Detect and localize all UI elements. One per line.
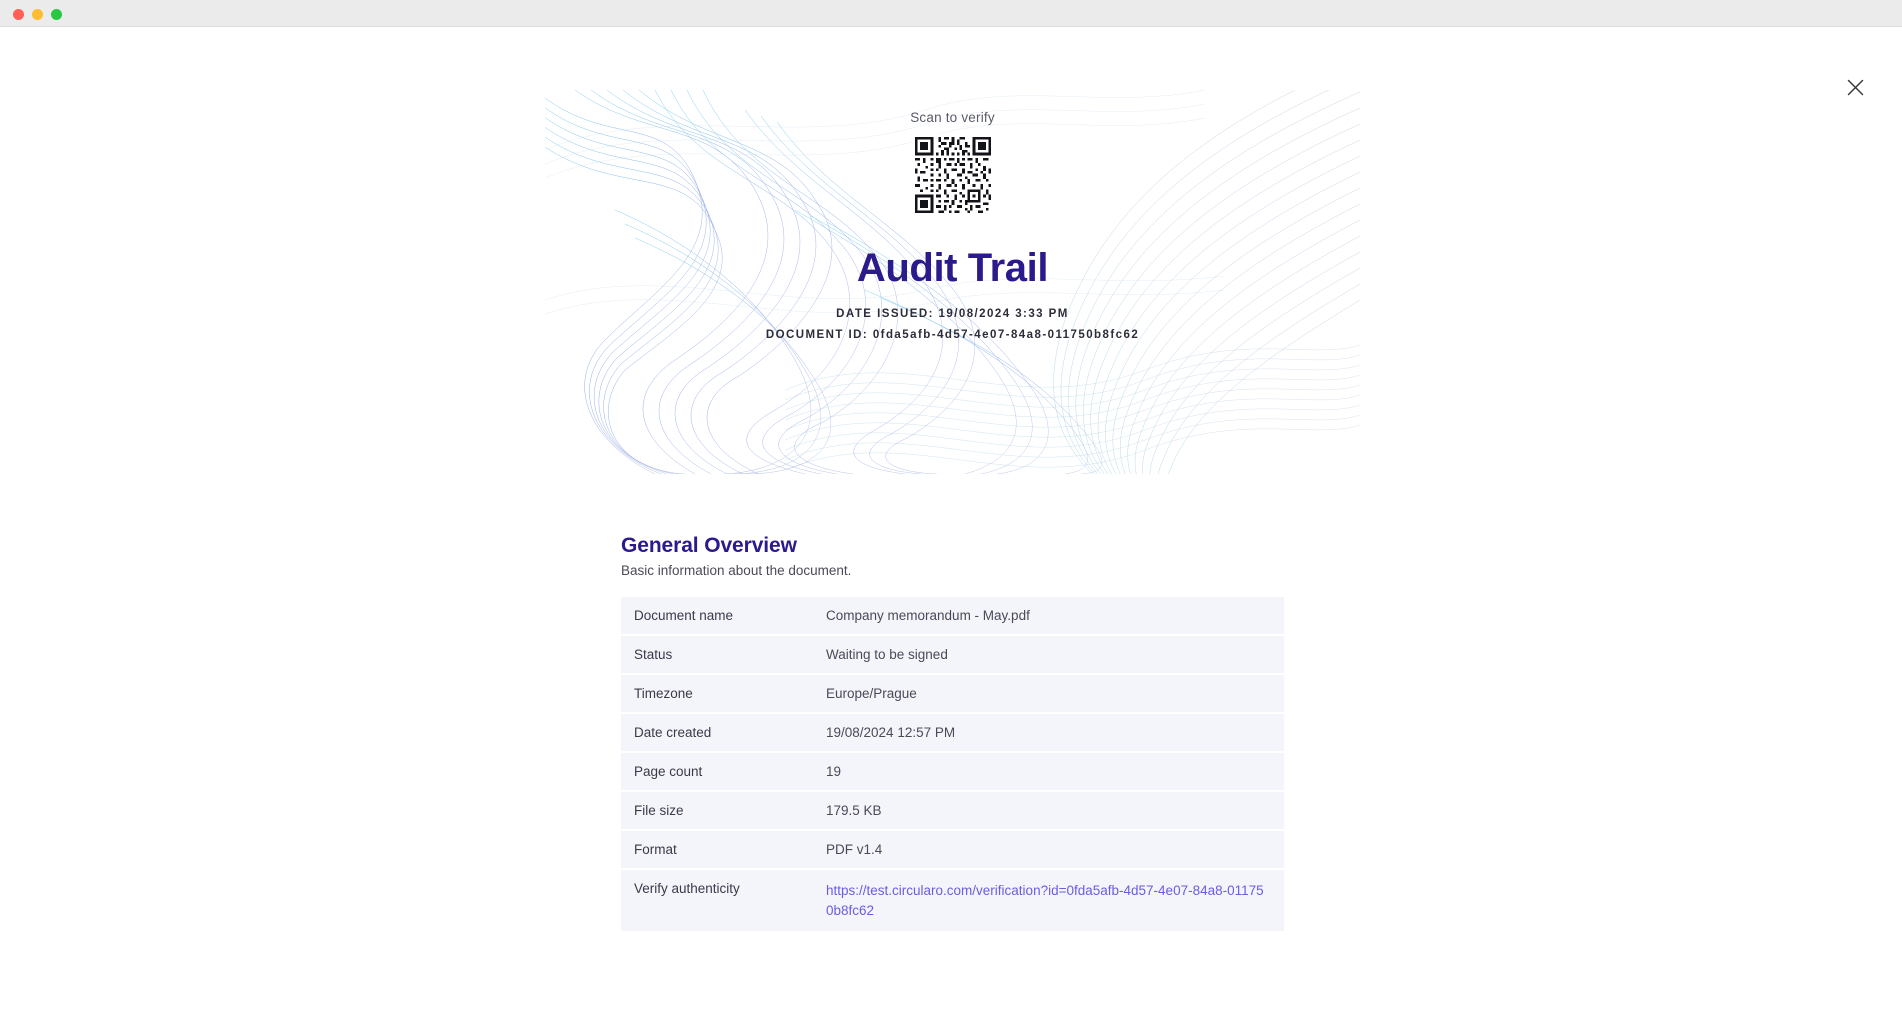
table-row xyxy=(621,635,1284,674)
row-value: Waiting to be signed xyxy=(813,635,1284,674)
table-row xyxy=(621,869,1284,932)
document-id: DOCUMENT ID: 0fda5afb-4d57-4e07-84a8-011750b8fc62 xyxy=(765,329,1140,341)
header-content xyxy=(545,90,1360,341)
table-row xyxy=(621,674,1284,713)
date-issued: DATE ISSUED: 19/08/2024 3:33 PM xyxy=(836,308,1069,320)
window-maximize-button[interactable] xyxy=(51,9,62,20)
row-label: Format xyxy=(621,830,813,869)
row-label: Page count xyxy=(621,752,813,791)
table-row xyxy=(621,713,1284,752)
table-row xyxy=(621,752,1284,791)
page-title: Audit Trail xyxy=(856,246,1049,290)
row-label: Timezone xyxy=(621,674,813,713)
row-label: Status xyxy=(621,635,813,674)
page-header-banner xyxy=(545,90,1360,474)
row-value: 19 xyxy=(813,752,1284,791)
section-heading: General Overview xyxy=(621,534,797,557)
table-row xyxy=(621,791,1284,830)
window-titlebar xyxy=(0,0,1902,27)
document-viewer xyxy=(0,27,1902,1010)
window-traffic-lights xyxy=(13,9,62,20)
row-value: Europe/Prague xyxy=(813,674,1284,713)
row-value xyxy=(813,869,1284,932)
qr-code-icon xyxy=(915,137,991,213)
window-close-button[interactable] xyxy=(13,9,24,20)
row-label: File size xyxy=(621,791,813,830)
row-label: Document name xyxy=(621,597,813,635)
general-overview-section xyxy=(545,474,1360,933)
row-label: Date created xyxy=(621,713,813,752)
audit-trail-page xyxy=(545,90,1360,1010)
section-subheading: Basic information about the document. xyxy=(621,563,852,578)
row-value: 179.5 KB xyxy=(813,791,1284,830)
table-row xyxy=(621,597,1284,635)
table-row xyxy=(621,830,1284,869)
qr-code[interactable] xyxy=(912,134,994,216)
overview-table xyxy=(621,597,1284,933)
row-value: PDF v1.4 xyxy=(813,830,1284,869)
row-value: Company memorandum - May.pdf xyxy=(813,597,1284,635)
window-minimize-button[interactable] xyxy=(32,9,43,20)
scan-to-verify-label: Scan to verify xyxy=(910,110,995,125)
close-viewer-button[interactable] xyxy=(1840,72,1870,102)
close-icon xyxy=(1846,78,1865,97)
row-value: 19/08/2024 12:57 PM xyxy=(813,713,1284,752)
row-label: Verify authenticity xyxy=(621,869,813,932)
verification-link[interactable]: https://test.circularo.com/verification?id=0fda5afb-4d57-4e07-84a8-011750b8fc62 xyxy=(826,883,1264,918)
